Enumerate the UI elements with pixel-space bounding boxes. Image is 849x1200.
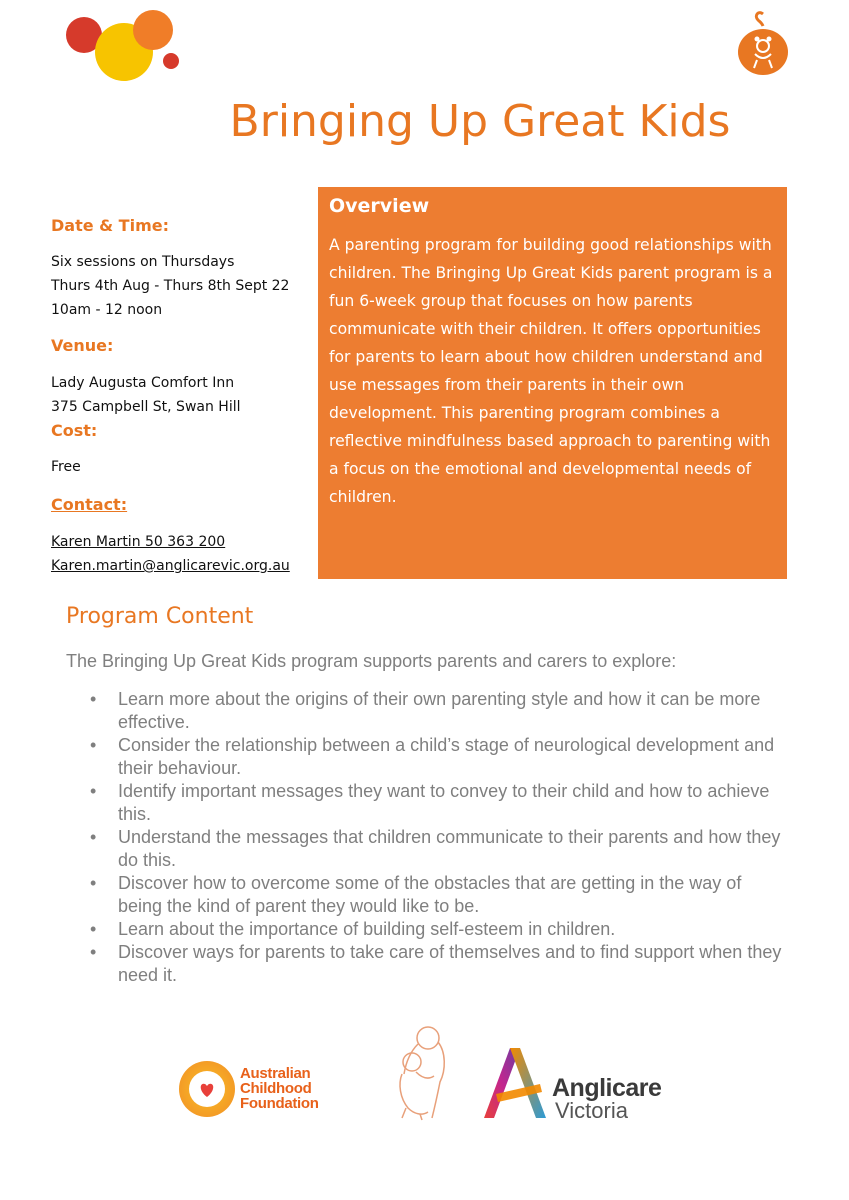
list-item-text: Learn about the importance of building self-esteem in children. [118, 919, 616, 939]
program-content-heading: Program Content [66, 604, 254, 629]
overview-text: A parenting program for building good relationships with children. The Bringing Up Great Kids parent program is a fun 6-week group that focuses on how parents communicate with their children. It offers opportunities for parents to learn about how children understand and use messages from their parents in their own development. This parenting program combines a reflective mindfulness based approach to parenting with a focus on the emotional and developmental needs of children. [329, 236, 773, 506]
list-item [90, 780, 790, 826]
list-item [90, 918, 790, 941]
bullet-icon: • [90, 827, 97, 847]
program-content-list [90, 688, 790, 987]
event-details [51, 214, 311, 578]
list-item [90, 826, 790, 872]
page-title: Bringing Up Great Kids [229, 96, 731, 147]
list-item [90, 941, 790, 987]
list-item-text: Understand the messages that children communicate to their parents and how they do this. [118, 827, 781, 870]
decorative-circles-icon [60, 4, 190, 84]
list-item [90, 872, 790, 918]
acf-heart-icon [178, 1060, 236, 1118]
contact-heading: Contact: [51, 495, 128, 514]
venue-heading: Venue: [51, 336, 114, 355]
date-heading: Date & Time: [51, 216, 169, 235]
list-item [90, 734, 790, 780]
contact-phone-link[interactable]: Karen Martin 50 363 200 [51, 534, 226, 550]
bullet-icon: • [90, 735, 97, 755]
list-item-text: Identify important messages they want to convey to their child and how to achieve this. [118, 781, 770, 824]
acf-line: Childhood [240, 1080, 312, 1097]
list-item-text: Discover ways for parents to take care of themselves and to find support when they need it. [118, 942, 782, 985]
overview-heading: Overview [329, 195, 430, 217]
parent-child-hug-icon [388, 1022, 458, 1122]
cost-value: Free [51, 459, 81, 475]
venue-line: 375 Campbell St, Swan Hill [51, 399, 241, 415]
acf-line: Foundation [240, 1095, 319, 1112]
anglicare-logo-subtext: Victoria [555, 1098, 628, 1123]
list-item [90, 688, 790, 734]
bullet-icon: • [90, 689, 97, 709]
cost-heading: Cost: [51, 421, 98, 440]
overview-box [318, 187, 787, 579]
anglicare-logo-text: Anglicare [552, 1074, 662, 1102]
bullet-icon: • [90, 873, 97, 893]
list-item-text: Consider the relationship between a child’s stage of neurological development and their behaviour. [118, 735, 775, 778]
date-line: Thurs 4th Aug - Thurs 8th Sept 22 [51, 278, 290, 294]
date-line: Six sessions on Thursdays [51, 254, 235, 270]
bullet-icon: • [90, 781, 97, 801]
child-pumpkin-icon [736, 10, 790, 76]
list-item-text: Learn more about the origins of their own parenting style and how it can be more effective. [118, 689, 761, 732]
time-line: 10am - 12 noon [51, 302, 163, 318]
list-item-text: Discover how to overcome some of the obstacles that are getting in the way of being the kind of parent they would like to be. [118, 873, 742, 916]
anglicare-a-icon [480, 1044, 550, 1122]
bullet-icon: • [90, 942, 97, 962]
contact-email-link[interactable]: Karen.martin@anglicarevic.org.au [51, 558, 290, 574]
venue-line: Lady Augusta Comfort Inn [51, 375, 235, 391]
acf-logo-text [240, 1066, 319, 1111]
program-content-intro: The Bringing Up Great Kids program supports parents and carers to explore: [66, 651, 677, 671]
bullet-icon: • [90, 919, 97, 939]
acf-line: Australian [240, 1065, 311, 1082]
